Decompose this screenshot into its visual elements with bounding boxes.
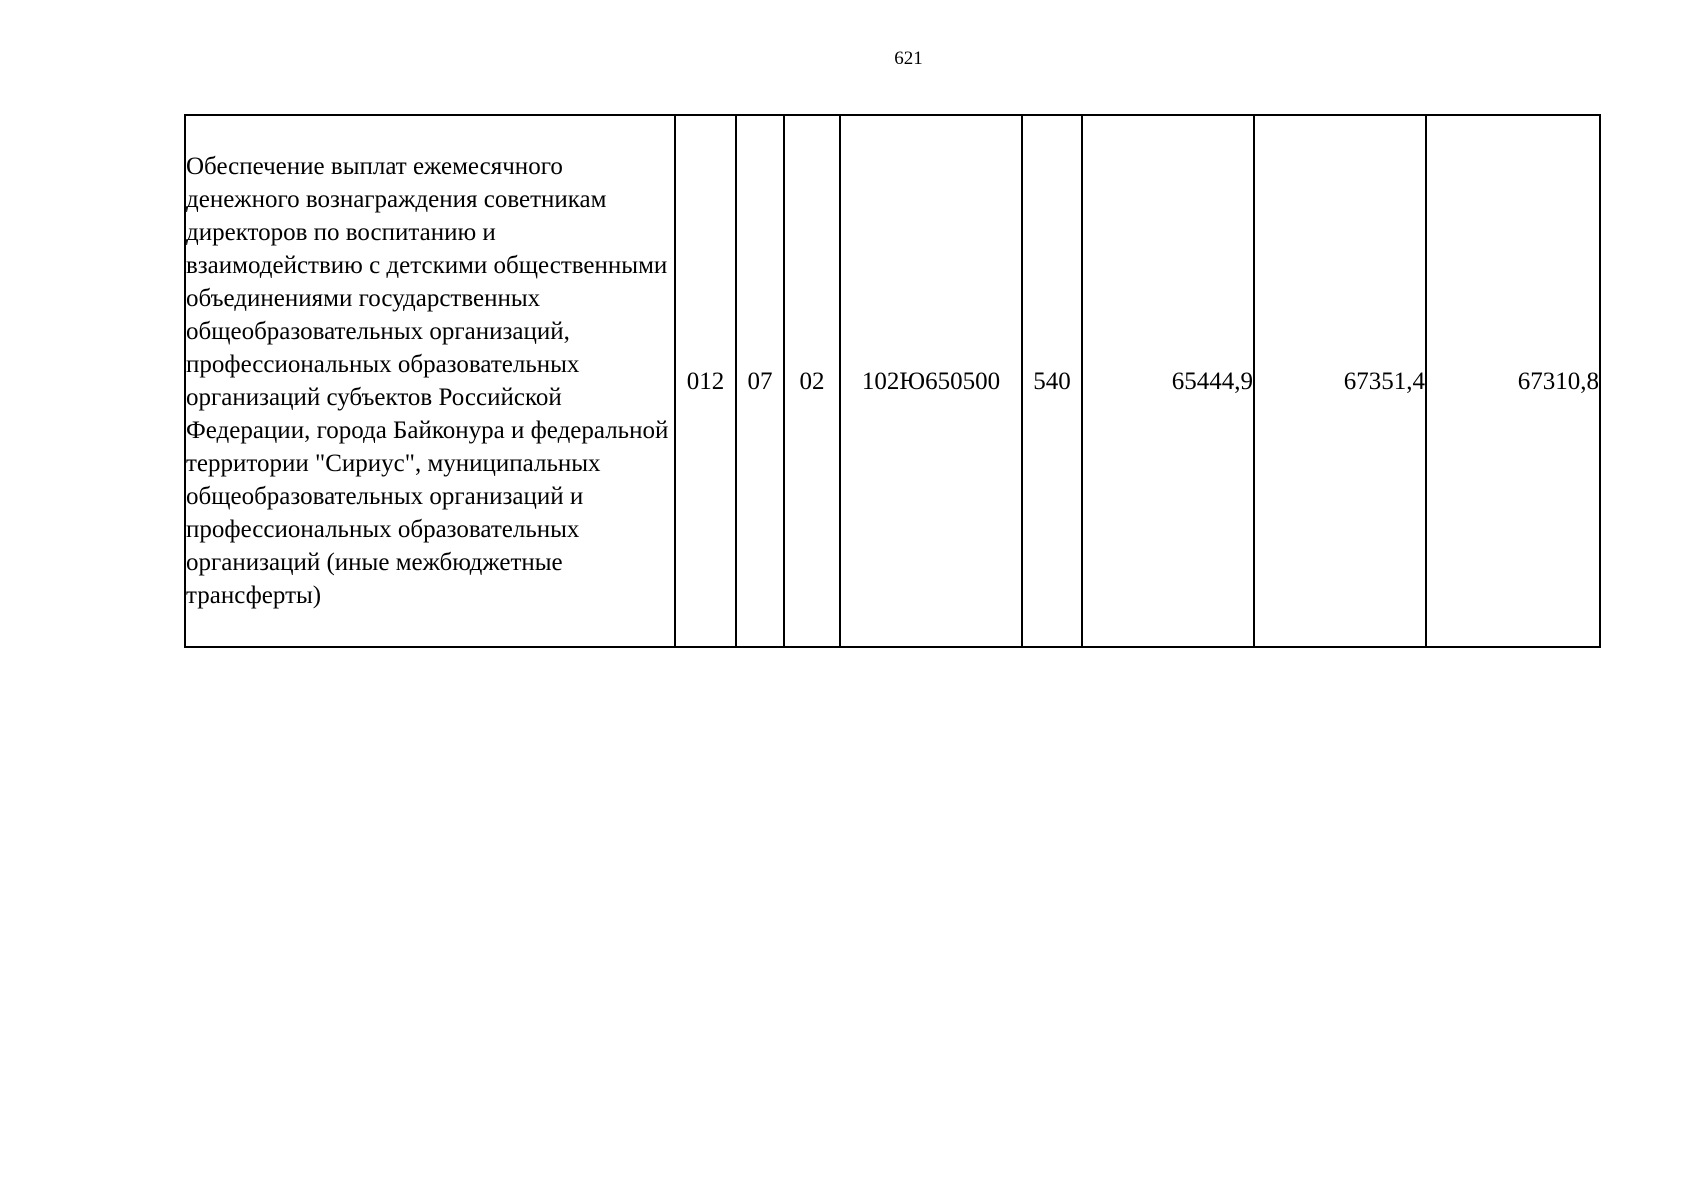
amount-year-2: 67351,4 — [1254, 115, 1426, 647]
section-code: 07 — [736, 115, 784, 647]
expense-type-code: 540 — [1022, 115, 1082, 647]
target-article-code: 102Ю650500 — [840, 115, 1022, 647]
budget-table — [184, 114, 1601, 648]
subsection-code: 02 — [784, 115, 840, 647]
amount-year-1: 65444,9 — [1082, 115, 1254, 647]
ministry-code: 012 — [675, 115, 736, 647]
expense-description: Обеспечение выплат ежемесячного денежного вознаграждения советникам директоров по воспитанию и взаимодействию с детскими общественными объединениями государственных общеобразовательных организаций, профессиональных образовательных организаций субъектов Российской Федерации, города Байконура и федеральной территории "Сириус", муниципальных общеобразовательных организаций и профессиональных образовательных организаций (иные межбюджетные трансферты) — [185, 115, 675, 647]
page-number: 621 — [894, 48, 923, 69]
amount-year-3: 67310,8 — [1426, 115, 1600, 647]
table-row — [185, 115, 1600, 647]
